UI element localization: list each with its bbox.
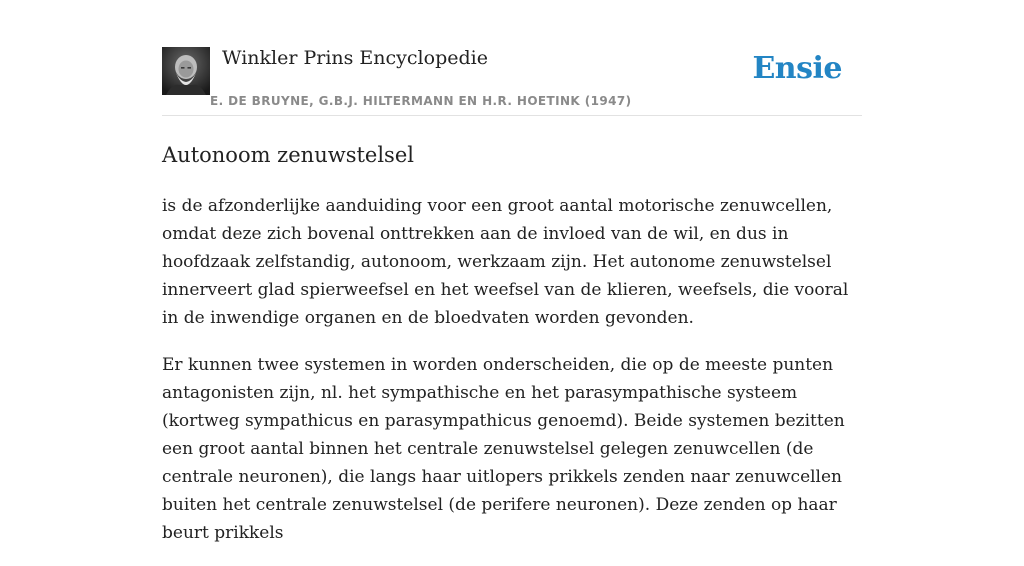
source-header <box>162 0 862 116</box>
portrait-image <box>162 47 210 95</box>
source-authors: E. DE BRUYNE, G.B.J. HILTERMANN EN H.R. HOETINK (1947) <box>210 94 632 108</box>
article-paragraph: Er kunnen twee systemen in worden onderscheiden, die op de meeste punten antagonisten zijn, nl. het sympathische en het parasympathische systeem (kortweg sympathicus en parasympathicus genoemd). Beide systemen bezitten een groot aantal binnen het centrale zenuwstelsel gelegen zenuwcellen (de centrale neuronen), die langs haar uitlopers prikkels zenden naar zenuwcellen buiten het centrale zenuwstelsel (de perifere neuronen). Deze zenden op haar beurt prikkels <box>162 355 845 543</box>
source-portrait-avatar <box>162 47 210 95</box>
article-body <box>162 192 867 566</box>
article-paragraph: is de afzonderlijke aanduiding voor een groot aantal motorische zenuwcellen, omdat deze zich bovenal onttrekken aan de invloed van de wil, en dus in hoofdzaak zelfstandig, autonoom, werkzaam zijn. Het autonome zenuwstelsel innerveert glad spierweefsel en het weefsel van de klieren, weefsels, die vooral in de inwendige organen en de bloedvaten worden gevonden. <box>162 196 849 328</box>
article-title: Autonoom zenuwstelsel <box>162 143 414 167</box>
ensie-logo[interactable]: Ensie <box>752 51 842 86</box>
source-title[interactable]: Winkler Prins Encyclopedie <box>222 47 488 69</box>
